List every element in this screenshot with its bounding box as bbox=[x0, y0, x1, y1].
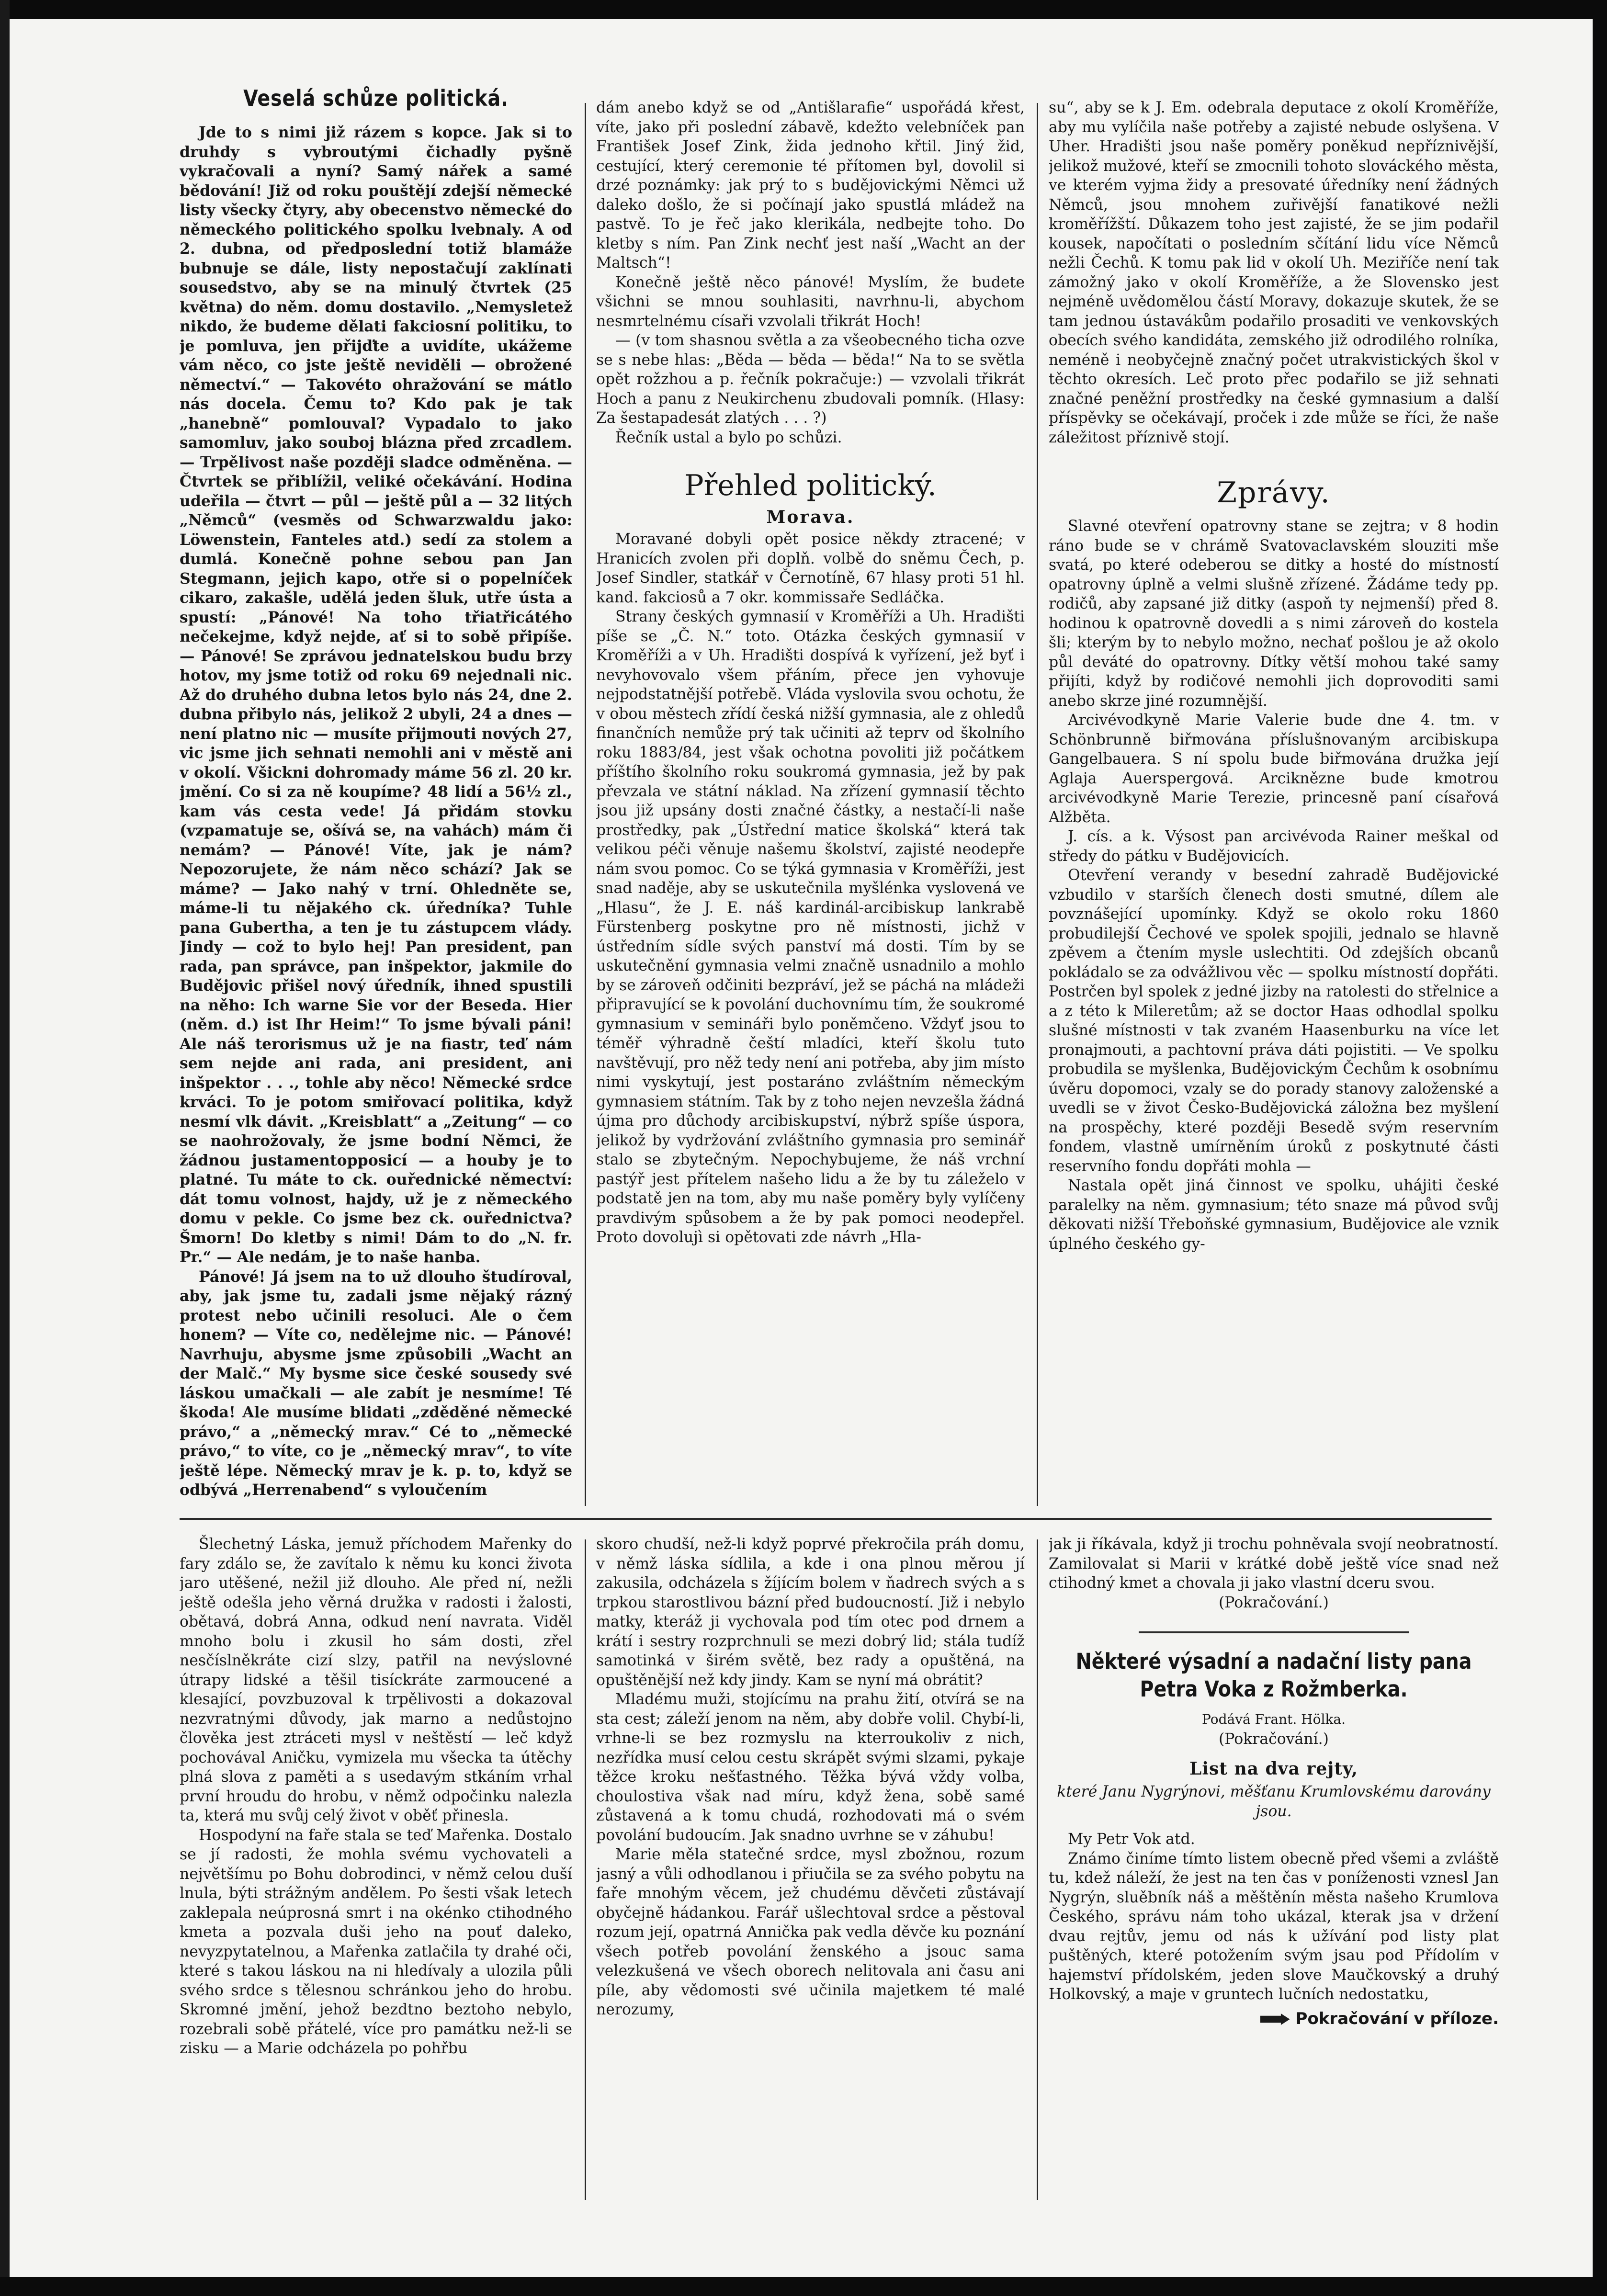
column-rule-3 bbox=[585, 1539, 586, 2200]
article-title-vesela-schuze: Veselá schůze politická. bbox=[243, 85, 509, 111]
scan-border-right bbox=[1593, 0, 1607, 2296]
column-2-top bbox=[596, 98, 1025, 1508]
feuilleton-paragraph: Hospodyní na faře stala se teď Mařenka. Dostalo se jí radosti, že mohla svému vychovateli a největšímu po Bohu dobrodinci, v němž celou duší lnula, býti strážným andělem. Po šesti však letech zaklepala neúprosná smrt i na okénko ctihodného kmeta a pozvala duši jeho na pouť daleko, nevyzpytatelnou, a Mařenka zatlačila ty drahé oči, které s takou láskou na ni hledívaly a ulozila půli svého srdce s tělesnou schránkou jeho do hrobu. Skromné jmění, jehož bezdtno beztoho nebylo, rozebrali sobě přátelé, více pro památku než-li se zisku — a Marie odcházela po pohřbu bbox=[180, 1826, 572, 2057]
news-item: J. cís. a k. Výsost pan arcivévoda Rainer meškal od středy do pátku v Budějovicích. bbox=[1049, 828, 1499, 865]
article-paragraph: Konečně ještě něco pánové! Myslím, že budete všichni se mnou souhlasiti, navrhnu-li, abychom nesmrtelnému císaři vzvolali třikrát Hoch! bbox=[596, 273, 1025, 330]
feuilleton-paragraph: jak ji říkávala, když ji trochu pohněvala svojí neobratností. Zamilovalat si Marii v krátké době ještě více snad než ctihodný kmet a chovala ji jako vlastní dceru svou. bbox=[1049, 1536, 1499, 1592]
scan-border-top bbox=[0, 0, 1607, 19]
article-title-vysadni-listy: Některé výsadní a nadační listy pana Petra Voka z Rožmberka. bbox=[1075, 1649, 1472, 1702]
continuation-note: (Pokračování.) bbox=[1219, 1594, 1329, 1611]
article-paragraph: Pánové! Já jsem na to už dlouho študíroval, aby, jak jsme tu, zadali jsme nějaký rázný protest nebo učinili resoluci. Ale o čem honem? — Víte co, nedělejme nic. — Pánové! Navrhuju, abysme jsme způsobili „Wacht an der Malč.“ My bysme sice české sousedy své láskou umačkali — ale zabít je nesmíme! Té škoda! Ale musíme blidati „zděděné německé právo,“ a „německý mrav.“ Cé to „německé právo,“ to víte, co je „německý mrav“, to víte ještě lépe. Německý mrav je k. p. to, když se odbývá „Herrenabend“ s vyloučením bbox=[180, 1267, 572, 1499]
footer-continuation bbox=[1049, 2009, 1499, 2028]
article-paragraph: dám anebo když se od „Antišlarafie“ uspořádá křest, víte, jako při poslední zábavě, kdežto velebníček pan František Josef Zink, žida jednoho křtil. Jiný žid, cestující, který ceremonie té přítomen byl, dovolil si drzé poznámky: jak prý to s budějovickými Němci už daleko došlo, že si počínají jako spustlá mládež na pastvě. To je řeč jako klerikála, nedbejte toho. Do kletby s ním. Pan Zink nechť jest naší „Wacht an der Maltsch“! bbox=[596, 99, 1025, 271]
section-title-prehled-politicky: Přehled politický. bbox=[684, 469, 937, 502]
pointing-hand-icon bbox=[1260, 2013, 1290, 2025]
section-title-zpravy: Zprávy. bbox=[1217, 476, 1331, 509]
column-rule-2 bbox=[1037, 103, 1038, 1506]
feuilleton-column-2 bbox=[596, 1535, 1025, 2200]
column-3-top bbox=[1049, 98, 1499, 1508]
continuation-note: (Pokračování.) bbox=[1219, 1730, 1329, 1748]
article-paragraph: — (v tom shasnou světla a za všeobecného ticha ozve se s nebe hlas: „Běda — běda — běda!“ Na to se světla opět rožzhou a p. řečník pokračuje:) — vzvolali třikrát Hoch a panu z Neukirchenu zbudovali pomník. (Hlasy: Za šestapadesát zlatých . . . ?) bbox=[596, 332, 1025, 427]
document-subtitle: které Janu Nygrýnovi, měšťanu Krumlovskému darovány jsou. bbox=[1057, 1783, 1491, 1820]
article-paragraph: Strany českých gymnasií v Kroměříži a Uh. Hradišti píše se „Č. N.“ toto. Otázka českých gymnasií v Kroměříži a v Uh. Hradišti dospívá k vyřízení, jež byť i nevyhovovalo všem přáním, přece jen vyhovuje nejpodstatnější potřebě. Vláda vyslovila svou ochotu, že v obou městech zřídí česká nižší gymnasia, ale z ohledů finančních nemůže prý tak učiniti až teprv od školního roku 1883/84, jest však ochotna povoliti již počátkem příštího školního roku soukromá gymnasia, jež by pak převzala ve státní náklad. Na zřízení gymnasií těchto jsou již upsány dosti značné částky, a nestačí-li naše prostředky, pak „Ústřední matice školská“ která tak velikou péči věnuje našemu školství, zajisté neodepře nám svou pomoc. Co se týká gymnasia v Kroměříži, jest snad naděje, aby se uskutečnila myšlénka vyslovená ve „Hlasu“, že J. E. náš kardinál-arcibiskup lankrabě Fürstenberg poskytne pro ně místnosti, jichž v ústředním sídle svých panství má dosti. Tím by se uskutečnění gymnasia velmi značně usnadnilo a mohlo by se zároveň odčiniti bezpráví, jež se páchá na mládeži připravující se k povolání duchovnímu tím, že soukromé gymnasium v semináři bylo poněmčeno. Vždyť jsou to téměř výhradně čeští mladíci, kteří školu tuto navštěvují, pro něž tedy není ani potřeba, aby jim místo nimi vyskytují, jest postaráno zvláštním německým gymnasiem státním. Tak by z toho nejen nevzešla žádná újma pro důchody arcibiskupství, nýbrž spíše úspora, jelikož by vydržování zvláštního gymnasia pro seminář stalo se zbytečným. Nepochybujeme, že náš vrchní pastýř jest přítelem našeho lidu a že by tu záleželo v podstatě jen na tom, aby mu naše poměry byly vylíčeny pravdivým spůsobem a že by pak pomoci neodepřel. Proto dovolujì si opětovati zde návrh „Hla- bbox=[596, 608, 1025, 1246]
section-divider bbox=[180, 1518, 1492, 1520]
news-item: Arcivévodkyně Marie Valerie bude dne 4. tm. v Schönbrunně biřmována příslušnovaným arcibiskupa Gangelbauera. S ní spolu bude biřmována družka její Aglaja Auerspergová. Arciknězne bude kmotrou arcivévodkyně Marie Terezie, princesně paní císařová Alžběta. bbox=[1049, 712, 1499, 826]
short-rule bbox=[1139, 1631, 1409, 1633]
feuilleton-column-3 bbox=[1049, 1535, 1499, 2200]
news-item: Slavné otevření opatrovny stane se zejtra; v 8 hodin ráno bude se v chrámě Svatovaclavském slouziti mše svatá, po které odeberou se ditky a hosté do místností opatrovny úplně a velmi slušně zřízené. Žádáme tedy pp. rodičů, aby zapsané již ditky (aspoň ty nejmenší) před 8. hodinou k opatrovně dovedli a s nimi zároveň do kostela šli; kterým by to nebylo možno, nechať pošlou je až okolo půl deváté do opatrovny. Dítky větší mohou také samy přijíti, když by rodičové nemohli jich doprovoditi sami anebo skrze jiné rozumnější. bbox=[1049, 518, 1499, 710]
feuilleton-column-1 bbox=[180, 1535, 572, 2200]
document-body: Známo činíme tímto listem obecně před všemi a zvláště tu, kdež náleží, že jest na ten čas v poníženosti vznesl Jan Nygrýn, sluěbník náš a měštěnín města našeho Krumlova Českého, správu nám toho ukázal, kterak jsa v držení dvau rejtův, jemu od nás k užívání pod listy plat puštěných, které potožením svým jsau pod Přídolím v hajemství přídolském, jeden slove Maučkovský a druhý Holkovský, a maje v gruntech lučních nedostatku, bbox=[1049, 1850, 1499, 2003]
feuilleton-paragraph: skoro chudší, než-li když poprvé překročila práh domu, v němž láska sídlila, a kde i ona plnou měrou jí zakusila, odcházela s žíjícím bolem v ňadrech svých a s trpkou starostlivou bázní před budoucností. Již i nebylo matky, kteráž ji vychovala pod tím otec pod drnem a krátí i sestry rozprchnuli se mezi dobrý lid; stála tudíž samotinká v širém světě, bez rady a opuštěná, na opuštěnější než kdy jindy. Kam se nyní má obrátit? bbox=[596, 1536, 1025, 1689]
scan-border-bottom bbox=[0, 2277, 1607, 2296]
article-paragraph: Moravané dobyli opět posice někdy ztracené; v Hranicích zvolen při doplň. volbě do sněmu Čech, p. Josef Sindler, statkář v Černotíně, 67 hlasy proti 51 hl. kand. fakciosů a 7 okr. kommissaře Sedláčka. bbox=[596, 531, 1025, 606]
feuilleton-paragraph: Mladému muži, stojícímu na prahu žití, otvírá se na sta cest; záleží jenom na něm, aby dobře volil. Chybí-li, vrhne-li se bez rozmyslu na kterroukoliv z nich, nezřídka musí celou cestu skrápět svými slzami, pykaje těžce kroku nešťastného. Těžka bývá vždy volba, choulostiva však nad míru, když žena, sobě samé zůstavená a k tomu chudá, rozhodovati má o svém povolání budoucím. Jak snadno uvrhne se v záhubu! bbox=[596, 1691, 1025, 1844]
author-line: Podává Frant. Hölka. bbox=[1202, 1711, 1346, 1727]
scan-border-left bbox=[0, 0, 10, 2296]
news-item: Nastala opět jiná činnost ve spolku, uhájiti české paralelky na něm. gymnasium; této snaze má původ svůj děkovati nižší Třeboňské gymnasium, Budějovice ale vznik úplného českého gy- bbox=[1049, 1177, 1499, 1253]
article-paragraph: Jde to s nimi již rázem s kopce. Jak si to druhdy s vybroutými čichadly pyšně vykračovali a nyní? Samý nářek a samé bědování! Již od roku pouštějí zdejší německé listy všecky čtyry, aby obecenstvo německé do německého politického spolku lvebnaly. A od 2. dubna, od předposlední totiž blamáže bubnuje se dále, listy nepostačují zaklínati sousedstvo, aby se na minulý čtvrtek (25 května) do něm. domu dostavilo. „Nemysletež nikdo, že budeme dělati fakciosní politiku, to je pomluva, jen přijďte a uvidíte, ukážeme vám něco, co jste ještě neviděli — obrožené němectví.“ — Takovéto ohražování se mátlo nás docela. Čemu to? Kdo pak je tak „hanebně“ pomlouval? Vypadalo to jako samomluv, jako souboj blázna před zrcadlem. — Trpělivost naše později sladce odměněna. — Čtvrtek se přiblížil, veliké očekávání. Hodina udeřila — čtvrt — půl — ještě půl a — 32 litých „Němců“ (vesměs od Schwarzwaldu jako: Löwenstein, Fanteles atd.) sedí za stolem a dumlá. Konečně pohne sebou pan Jan Stegmann, jejich kapo, otře si o popelníček cikaro, zakašle, udělá jeden šluk, utře ústa a spustí: „Pánové! Na toho třiatřicátého nečekejme, když nejde, ať si to sobě připíše. — Pánové! Se zprávou jednatelskou budu brzy hotov, my jsme totiž od roku 69 nejednali nic. Až do druhého dubna letos bylo nás 24, dne 2. dubna přibylo nás, jelikož 2 ubyli, 24 a dnes — není platno nic — musíte přijmouti nových 27, vic jsme jich sehnati nemohli ani v městě ani v okolí. Všickni dohromady máme 56 zl. 20 kr. jmění. Co si za ně koupíme? 48 lidí a 56½ zl., kam vás cesta vede! Já přidám stovku (vzpamatuje se, ošívá se, na vahách) mám či nemám? — Pánové! Víte, jak je nám? Nepozorujete, že nám něco schází? Jak se máme? — Jako nahý v trní. Ohledněte se, máme-li tu nějakého ck. úředníka? Tuhle pana Gubertha, a ten je tu zástupcem vlády. Jindy — což to bylo hej! Pan president, pan rada, pan správce, pan inšpektor, jakmile do Budějovic přišel nový úředník, ihned spustili na něho: Ich warne Sie vor der Beseda. Hier (něm. d.) ist Ihr Heim!“ To jsme bývali páni! Ale náš terorismus už je na fiastr, teď nám sem nejde ani rada, ani president, ani inšpektor . . ., tohle aby něco! Německé srdce krváci. To je potom smiřovací politika, když nesmí vlk dávit. „Kreisblatt“ a „Zeitung“ — co se naohrožovaly, že jsme bodní Němci, že žádnou justamentopposicí — a houby je to platné. Tu máte to ck. ouřednické němectví: dát tomu volnost, hajdy, už je z německého domu v pekle. Co jsme bez ck. ouřednictva? Šmorn! Do kletby s nimi! Dám to do „N. fr. Pr.“ — Ale nedám, je to naše hanba. bbox=[180, 124, 572, 1266]
article-paragraph: Řečník ustal a bylo po schůzi. bbox=[615, 429, 842, 446]
feuilleton-paragraph: Šlechetný Láska, jemuž příchodem Mařenky do fary zdálo se, že zavítalo k němu ku konci života jaro utěšené, nežil již dlouho. Ale před ní, nežli ještě odešla jeho věrná družka v radosti i žalosti, obětavá, dobrá Anna, odkud není navrata. Viděl mnoho bolu i zkusil ho sám dosti, zřel nesčíslněkráte cizí slzy, patřil na nevýslovné útrapy lidské a těšil tisíckráte zarmoucené a klesající, povzbuzoval k trpělivosti a dokazoval nezvratnými důvody, jak marno a nedůstojno člověka jest ztráceti mysl v neštěstí — leč když pochovával Aničku, vymizela mu všecka ta útěchy plná slova z paměti a s usedavým stkáním vrhal první hroudu do hrobu, v němž odpočinku nalezla ta, která mu svůj celý život v oběť přinesla. bbox=[180, 1536, 572, 1824]
footer-note-text: Pokračování v příloze. bbox=[1295, 2009, 1499, 2028]
subsection-title-morava: Morava. bbox=[766, 507, 855, 527]
column-rule-4 bbox=[1037, 1539, 1038, 2200]
article-paragraph: su“, aby se k J. Em. odebrala deputace z okolí Kroměříže, aby mu vylíčila naše potřeby a zajisté nebude oslyšena. V Uher. Hradišti jsou naše poměry poněkud nepříznivější, jelikož mužové, kteří se zmocnili tohoto slováckého města, ve kterém vyjma židy a presovaté úředníky není žádných Němců, jsou mnohem zuřivější fanatikové nežli kroměřížští. Důkazem toho jest zajisté, že se jim podařil kousek, napočítati o posledním sčítání lidu více Němců nežli Čechů. K tomu pak lid v okolí Uh. Meziříče není tak zámožný jako v okolí Kroměříže, a že Slovensko jest nejméně uvědomělou částí Moravy, dokazuje skutek, že se tam jednou ústavákům podařilo prosaditi ve venkovských obecích svého kandidáta, zemského již odrodilého rolníka, neméně i neobyčejně značný počet utrakvistických škol v těchto okresích. Leč proto přec podařilo se již sehnati značné peněžní prostředky na české gymnasium a další příspěvky se očekávají, proček i zde může se říci, že naše záležitost příznivě stojí. bbox=[1049, 99, 1499, 446]
feuilleton-paragraph: Marie měla statečné srdce, mysl zbožnou, rozum jasný a vůli odhodlanou i přiučila se za svého pobytu na faře mnohým věcem, jež chudému děvčeti zůstávají obyčejně hádankou. Farář ušlechtoval srdce a pěstoval rozum její, opatrná Annička pak vedla děvče ku poznání všech potřeb povolání ženského a jsouc sama velezkušená ve všech oborech nelitovala ani času ani píle, aby vědomosti své učinila majetkem té malé nerozumy, bbox=[596, 1846, 1025, 2018]
column-1-top bbox=[180, 84, 572, 1508]
document-opening: My Petr Vok atd. bbox=[1068, 1831, 1195, 1848]
newspaper-page bbox=[180, 84, 1511, 2200]
column-rule-1 bbox=[585, 103, 586, 1506]
news-item: Otevření verandy v besední zahradě Budějovické vzbudilo v starších členech dosti smutné, dílem ale povznášející upomínky. Když se okolo roku 1860 probudilejší Čechové ve spolek spojili, jednalo se hlavně zpěvem a čtením mysle uslechtiti. Od zdejších obcanů pokládalo se za odvážlivou věc — spolku místností dopřáti. Postrčen byl spolek z jedné jizby na ratolesti do střelnice a a z této k Mileretům; až se doctor Haas odhodlal spolku slušné místnosti v tak zvaném Haasenburku na více let pronajmouti, a pachtovní práva dáti pojistiti. — Ve spolku probudila se myšlenka, Budějovickým Čechům k osobnímu úvěru dopomoci, vzaly se do porady stanovy založenské a uvedli se v život Česko-Budějovická záložna bez myšlení na prospěchy, které později Besedě svým reservním fondem, vlastně umírněním úroků z poskytnuté části reservního fondu dopřáti mohla — bbox=[1049, 867, 1499, 1175]
document-title-list: List na dva rejty, bbox=[1189, 1759, 1358, 1779]
